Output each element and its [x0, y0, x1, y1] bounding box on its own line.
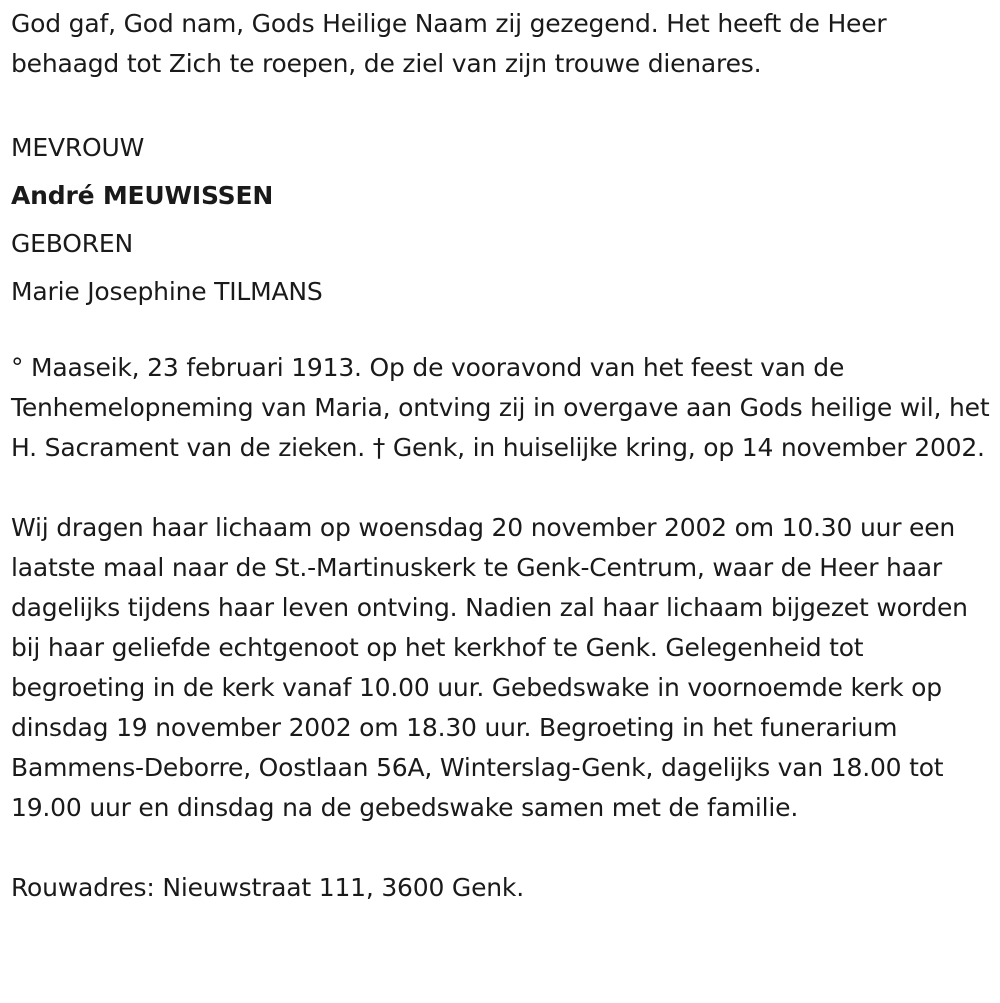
life-paragraph: ° Maaseik, 23 februari 1913. Op de vooravond van het feest van de Tenhemelopneming van Maria, ontving zij in overgave aan Gods heilige wil, het H. Sacrament van de zieken. † Genk, in huiselijke kring, op 14 november 2002.: [11, 353, 990, 462]
deceased-name: André MEUWISSEN: [11, 181, 274, 210]
intro-paragraph: God gaf, God nam, Gods Heilige Naam zij gezegend. Het heeft de Heer behaagd tot Zich te roepen, de ziel van zijn trouwe dienares.: [11, 9, 887, 78]
obituary-document: [11, 4, 991, 908]
address-line: Rouwadres: Nieuwstraat 111, 3600 Genk.: [11, 873, 524, 902]
spacer: [11, 828, 991, 868]
funeral-paragraph: Wij dragen haar lichaam op woensdag 20 november 2002 om 10.30 uur een laatste maal naar de St.-Martinuskerk te Genk-Centrum, waar de Heer haar dagelijks tijdens haar leven ontving. Nadien zal haar lichaam bijgezet worden bij haar geliefde echtgenoot op het kerkhof te Genk. Gelegenheid tot begroeting in de kerk vanaf 10.00 uur. Gebedswake in voornoemde kerk op dinsdag 19 november 2002 om 18.30 uur. Begroeting in het funerarium Bammens-Deborre, Oostlaan 56A, Winterslag-Genk, dagelijks van 18.00 tot 19.00 uur en dinsdag na de gebedswake samen met de familie.: [11, 513, 968, 822]
spacer: [11, 84, 991, 124]
spacer: [11, 468, 991, 508]
name-block: [11, 124, 991, 316]
title-label: MEVROUW: [11, 133, 145, 162]
birth-name: Marie Josephine TILMANS: [11, 277, 323, 306]
spacer: [11, 316, 991, 348]
born-label: GEBOREN: [11, 229, 134, 258]
